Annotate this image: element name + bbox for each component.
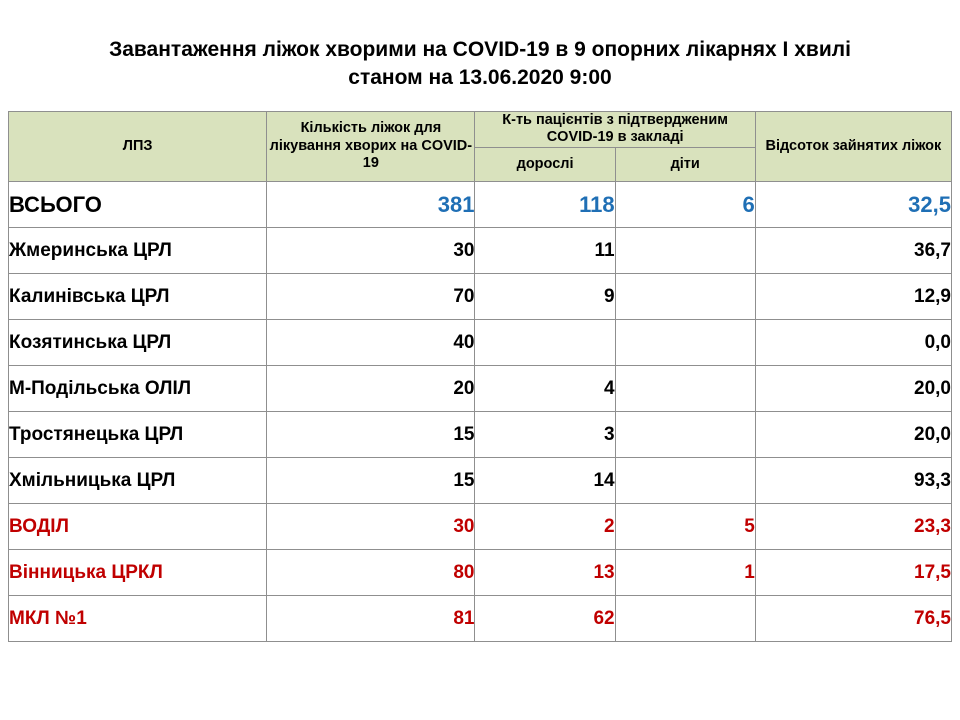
cell-beds-count: 15: [267, 412, 475, 458]
cell-beds-count: 70: [267, 274, 475, 320]
cell-adults-count: 13: [475, 550, 615, 596]
table-header: [9, 111, 952, 181]
cell-facility-name: М-Подільська ОЛІЛ: [9, 366, 267, 412]
cell-facility-name: МКЛ №1: [9, 596, 267, 642]
cell-facility-name: ВОДІЛ: [9, 504, 267, 550]
table-row: [9, 182, 952, 228]
header-kids: діти: [615, 148, 755, 182]
cell-occupancy-percent: 0,0: [755, 320, 951, 366]
cell-facility-name: Вінницька ЦРКЛ: [9, 550, 267, 596]
table-row: [9, 412, 952, 458]
cell-beds-count: 80: [267, 550, 475, 596]
cell-facility-name: Козятинська ЦРЛ: [9, 320, 267, 366]
cell-beds-count: 20: [267, 366, 475, 412]
table-body: [9, 182, 952, 642]
cell-kids-count: 5: [615, 504, 755, 550]
cell-kids-count: [615, 412, 755, 458]
cell-adults-count: 9: [475, 274, 615, 320]
table-row: [9, 596, 952, 642]
cell-kids-count: 6: [615, 182, 755, 228]
cell-kids-count: [615, 228, 755, 274]
header-beds: Кількість ліжок для лікування хворих на COVID-19: [267, 111, 475, 181]
title-line-2: станом на 13.06.2020 9:00: [348, 66, 612, 90]
bed-occupancy-table: [8, 111, 952, 642]
cell-adults-count: 62: [475, 596, 615, 642]
header-row-main: [9, 111, 952, 147]
cell-adults-count: 11: [475, 228, 615, 274]
table-row: [9, 320, 952, 366]
table-row: [9, 504, 952, 550]
cell-adults-count: 2: [475, 504, 615, 550]
cell-kids-count: [615, 320, 755, 366]
cell-occupancy-percent: 23,3: [755, 504, 951, 550]
table-container: [0, 111, 960, 642]
cell-kids-count: [615, 274, 755, 320]
header-percent: Відсоток зайнятих ліжок: [755, 111, 951, 181]
cell-occupancy-percent: 17,5: [755, 550, 951, 596]
cell-beds-count: 81: [267, 596, 475, 642]
cell-occupancy-percent: 32,5: [755, 182, 951, 228]
cell-adults-count: 4: [475, 366, 615, 412]
cell-kids-count: [615, 458, 755, 504]
table-row: [9, 550, 952, 596]
page-title: [0, 0, 960, 93]
cell-occupancy-percent: 76,5: [755, 596, 951, 642]
table-row: [9, 366, 952, 412]
header-adults: дорослі: [475, 148, 615, 182]
cell-occupancy-percent: 12,9: [755, 274, 951, 320]
cell-beds-count: 30: [267, 228, 475, 274]
cell-adults-count: [475, 320, 615, 366]
table-row: [9, 274, 952, 320]
cell-occupancy-percent: 36,7: [755, 228, 951, 274]
cell-facility-name: Хмільницька ЦРЛ: [9, 458, 267, 504]
cell-adults-count: 118: [475, 182, 615, 228]
header-lpz: ЛПЗ: [9, 111, 267, 181]
cell-adults-count: 14: [475, 458, 615, 504]
header-patients: К-ть пацієнтів з підтвердженим COVID-19 в закладі: [475, 111, 755, 147]
cell-kids-count: [615, 596, 755, 642]
cell-occupancy-percent: 93,3: [755, 458, 951, 504]
cell-beds-count: 40: [267, 320, 475, 366]
cell-beds-count: 381: [267, 182, 475, 228]
cell-beds-count: 15: [267, 458, 475, 504]
cell-occupancy-percent: 20,0: [755, 412, 951, 458]
cell-facility-name: Тростянецька ЦРЛ: [9, 412, 267, 458]
table-row: [9, 228, 952, 274]
cell-occupancy-percent: 20,0: [755, 366, 951, 412]
cell-facility-name: ВСЬОГО: [9, 182, 267, 228]
cell-facility-name: Жмеринська ЦРЛ: [9, 228, 267, 274]
table-row: [9, 458, 952, 504]
cell-facility-name: Калинівська ЦРЛ: [9, 274, 267, 320]
title-line-1: Завантаження ліжок хворими на COVID-19 в 9 опорних лікарнях І хвилі: [109, 38, 851, 61]
cell-adults-count: 3: [475, 412, 615, 458]
cell-kids-count: [615, 366, 755, 412]
cell-beds-count: 30: [267, 504, 475, 550]
cell-kids-count: 1: [615, 550, 755, 596]
